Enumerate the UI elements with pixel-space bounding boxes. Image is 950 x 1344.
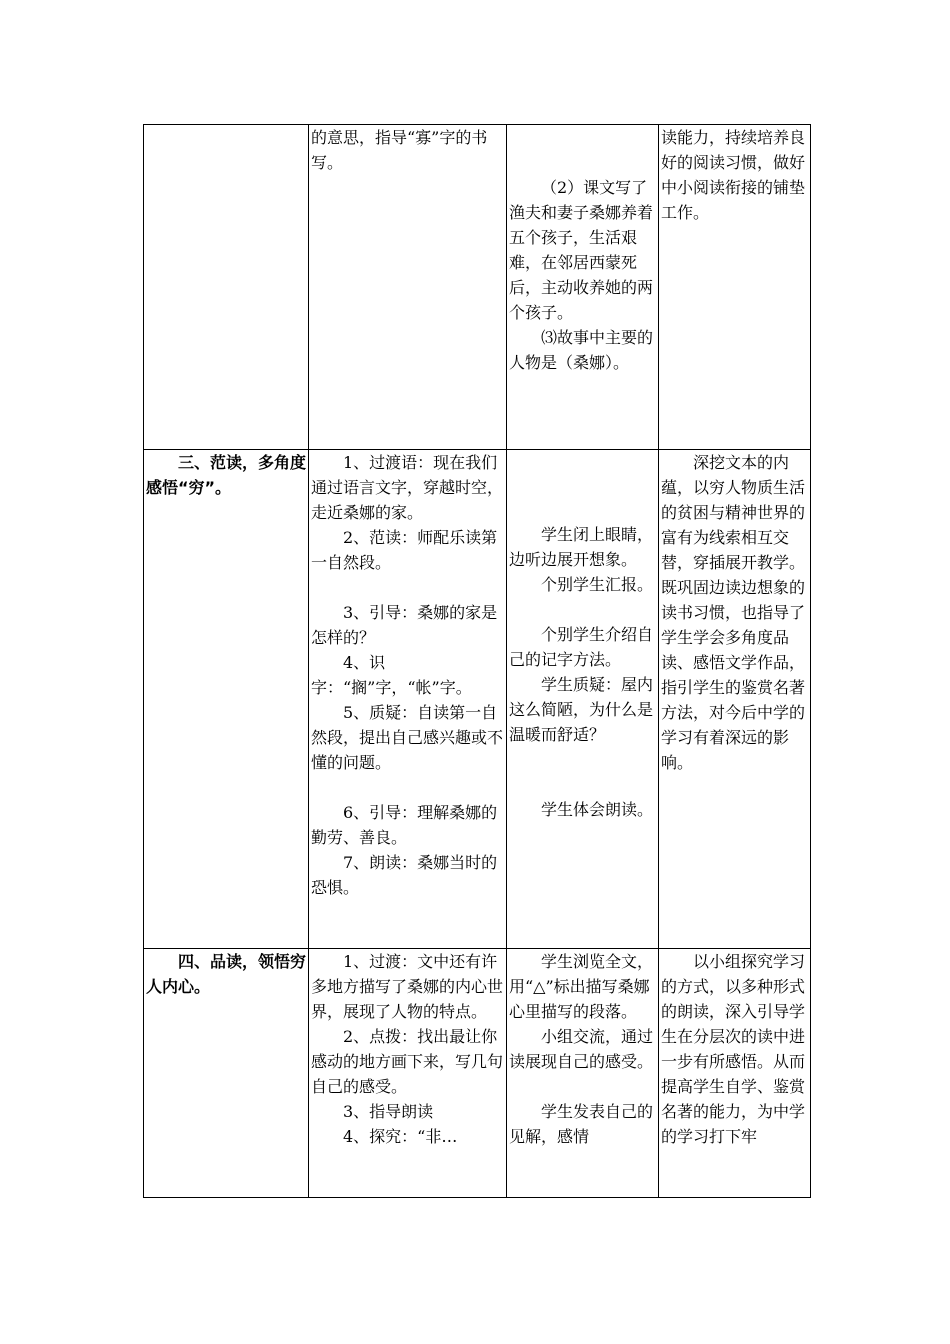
teacher-activity-cell: [309, 450, 507, 949]
student-paragraph: 学生闭上眼睛，边听边展开想象。: [509, 525, 654, 569]
teacher-paragraph: 3、指导朗读: [343, 1102, 434, 1121]
teacher-paragraph: 6、引导：理解桑娜的勤劳、善良。: [311, 803, 498, 847]
student-paragraph: （2）课文写了渔夫和妻子桑娜养着五个孩子，生活艰难，在邻居西蒙死后，主动收养她的两个孩子。: [509, 178, 654, 322]
table-row: [144, 450, 811, 949]
teacher-paragraph: 的意思，指导“寡”字的书写。: [311, 128, 488, 172]
stage-title: 三、范读，多角度感悟“穷”。: [146, 453, 307, 497]
intent-paragraph: 读能力，持续培养良好的阅读习惯，做好中小阅读衔接的铺垫工作。: [661, 128, 806, 222]
design-intent-cell: [659, 450, 811, 949]
design-intent-cell: [659, 125, 811, 450]
student-paragraph: 学生质疑：屋内这么简陋，为什么是温暖而舒适？: [509, 675, 654, 744]
teacher-paragraph: 4、探究：“非…: [343, 1127, 458, 1146]
teacher-paragraph: 4、识字：“搁”字，“帐”字。: [311, 653, 472, 697]
table-row: [144, 125, 811, 450]
design-intent-cell: [659, 949, 811, 1198]
teacher-paragraph: 1、过渡语：现在我们通过语言文字，穿越时空，走近桑娜的家。: [311, 453, 504, 522]
student-paragraph: 学生发表自己的见解，感情: [509, 1102, 654, 1146]
student-paragraph: 学生浏览全文，用“△”标出描写桑娜心里描写的段落。: [509, 952, 654, 1021]
teacher-paragraph: 3、引导：桑娜的家是怎样的？: [311, 603, 498, 647]
stage-title: 四、品读，领悟穷人内心。: [146, 952, 307, 996]
teacher-paragraph: 1、过渡：文中还有许多地方描写了桑娜的内心世界，展现了人物的特点。: [311, 952, 504, 1021]
lesson-plan-table: [143, 124, 811, 1198]
student-activity-cell: [507, 949, 659, 1198]
stage-cell: [144, 125, 309, 450]
student-paragraph: 学生体会朗读。: [541, 800, 654, 819]
stage-cell: [144, 450, 309, 949]
student-paragraph: ⑶故事中主要的人物是（桑娜）。: [509, 328, 654, 372]
teacher-paragraph: 7、朗读：桑娜当时的恐惧。: [311, 853, 498, 897]
table-row: [144, 949, 811, 1198]
stage-cell: [144, 949, 309, 1198]
teacher-paragraph: 2、点拨：找出最让你感动的地方画下来，写几句自己的感受。: [311, 1027, 504, 1096]
student-paragraph: 个别学生汇报。: [541, 575, 654, 594]
teacher-activity-cell: [309, 125, 507, 450]
student-activity-cell: [507, 450, 659, 949]
teacher-paragraph: 5、质疑：自读第一自然段，提出自己感兴趣或不懂的问题。: [311, 703, 504, 772]
teacher-paragraph: 2、范读：师配乐读第一自然段。: [311, 528, 498, 572]
teacher-activity-cell: [309, 949, 507, 1198]
student-activity-cell: [507, 125, 659, 450]
intent-paragraph: 以小组探究学习的方式，以多种形式的朗读，深入引导学生在分层次的读中进一步有所感悟。从而提高学生自学、鉴赏名著的能力，为中学的学习打下牢: [661, 952, 806, 1146]
student-paragraph: 小组交流，通过读展现自己的感受。: [509, 1027, 654, 1071]
intent-paragraph: 深挖文本的内蕴，以穷人物质生活的贫困与精神世界的富有为线索相互交替，穿插展开教学。既巩固边读边想象的读书习惯，也指导了学生学会多角度品读、感悟文学作品，指引学生的鉴赏名著方法，对今后中学的学习有着深远的影响。: [661, 453, 806, 772]
student-paragraph: 个别学生介绍自己的记字方法。: [509, 625, 654, 669]
